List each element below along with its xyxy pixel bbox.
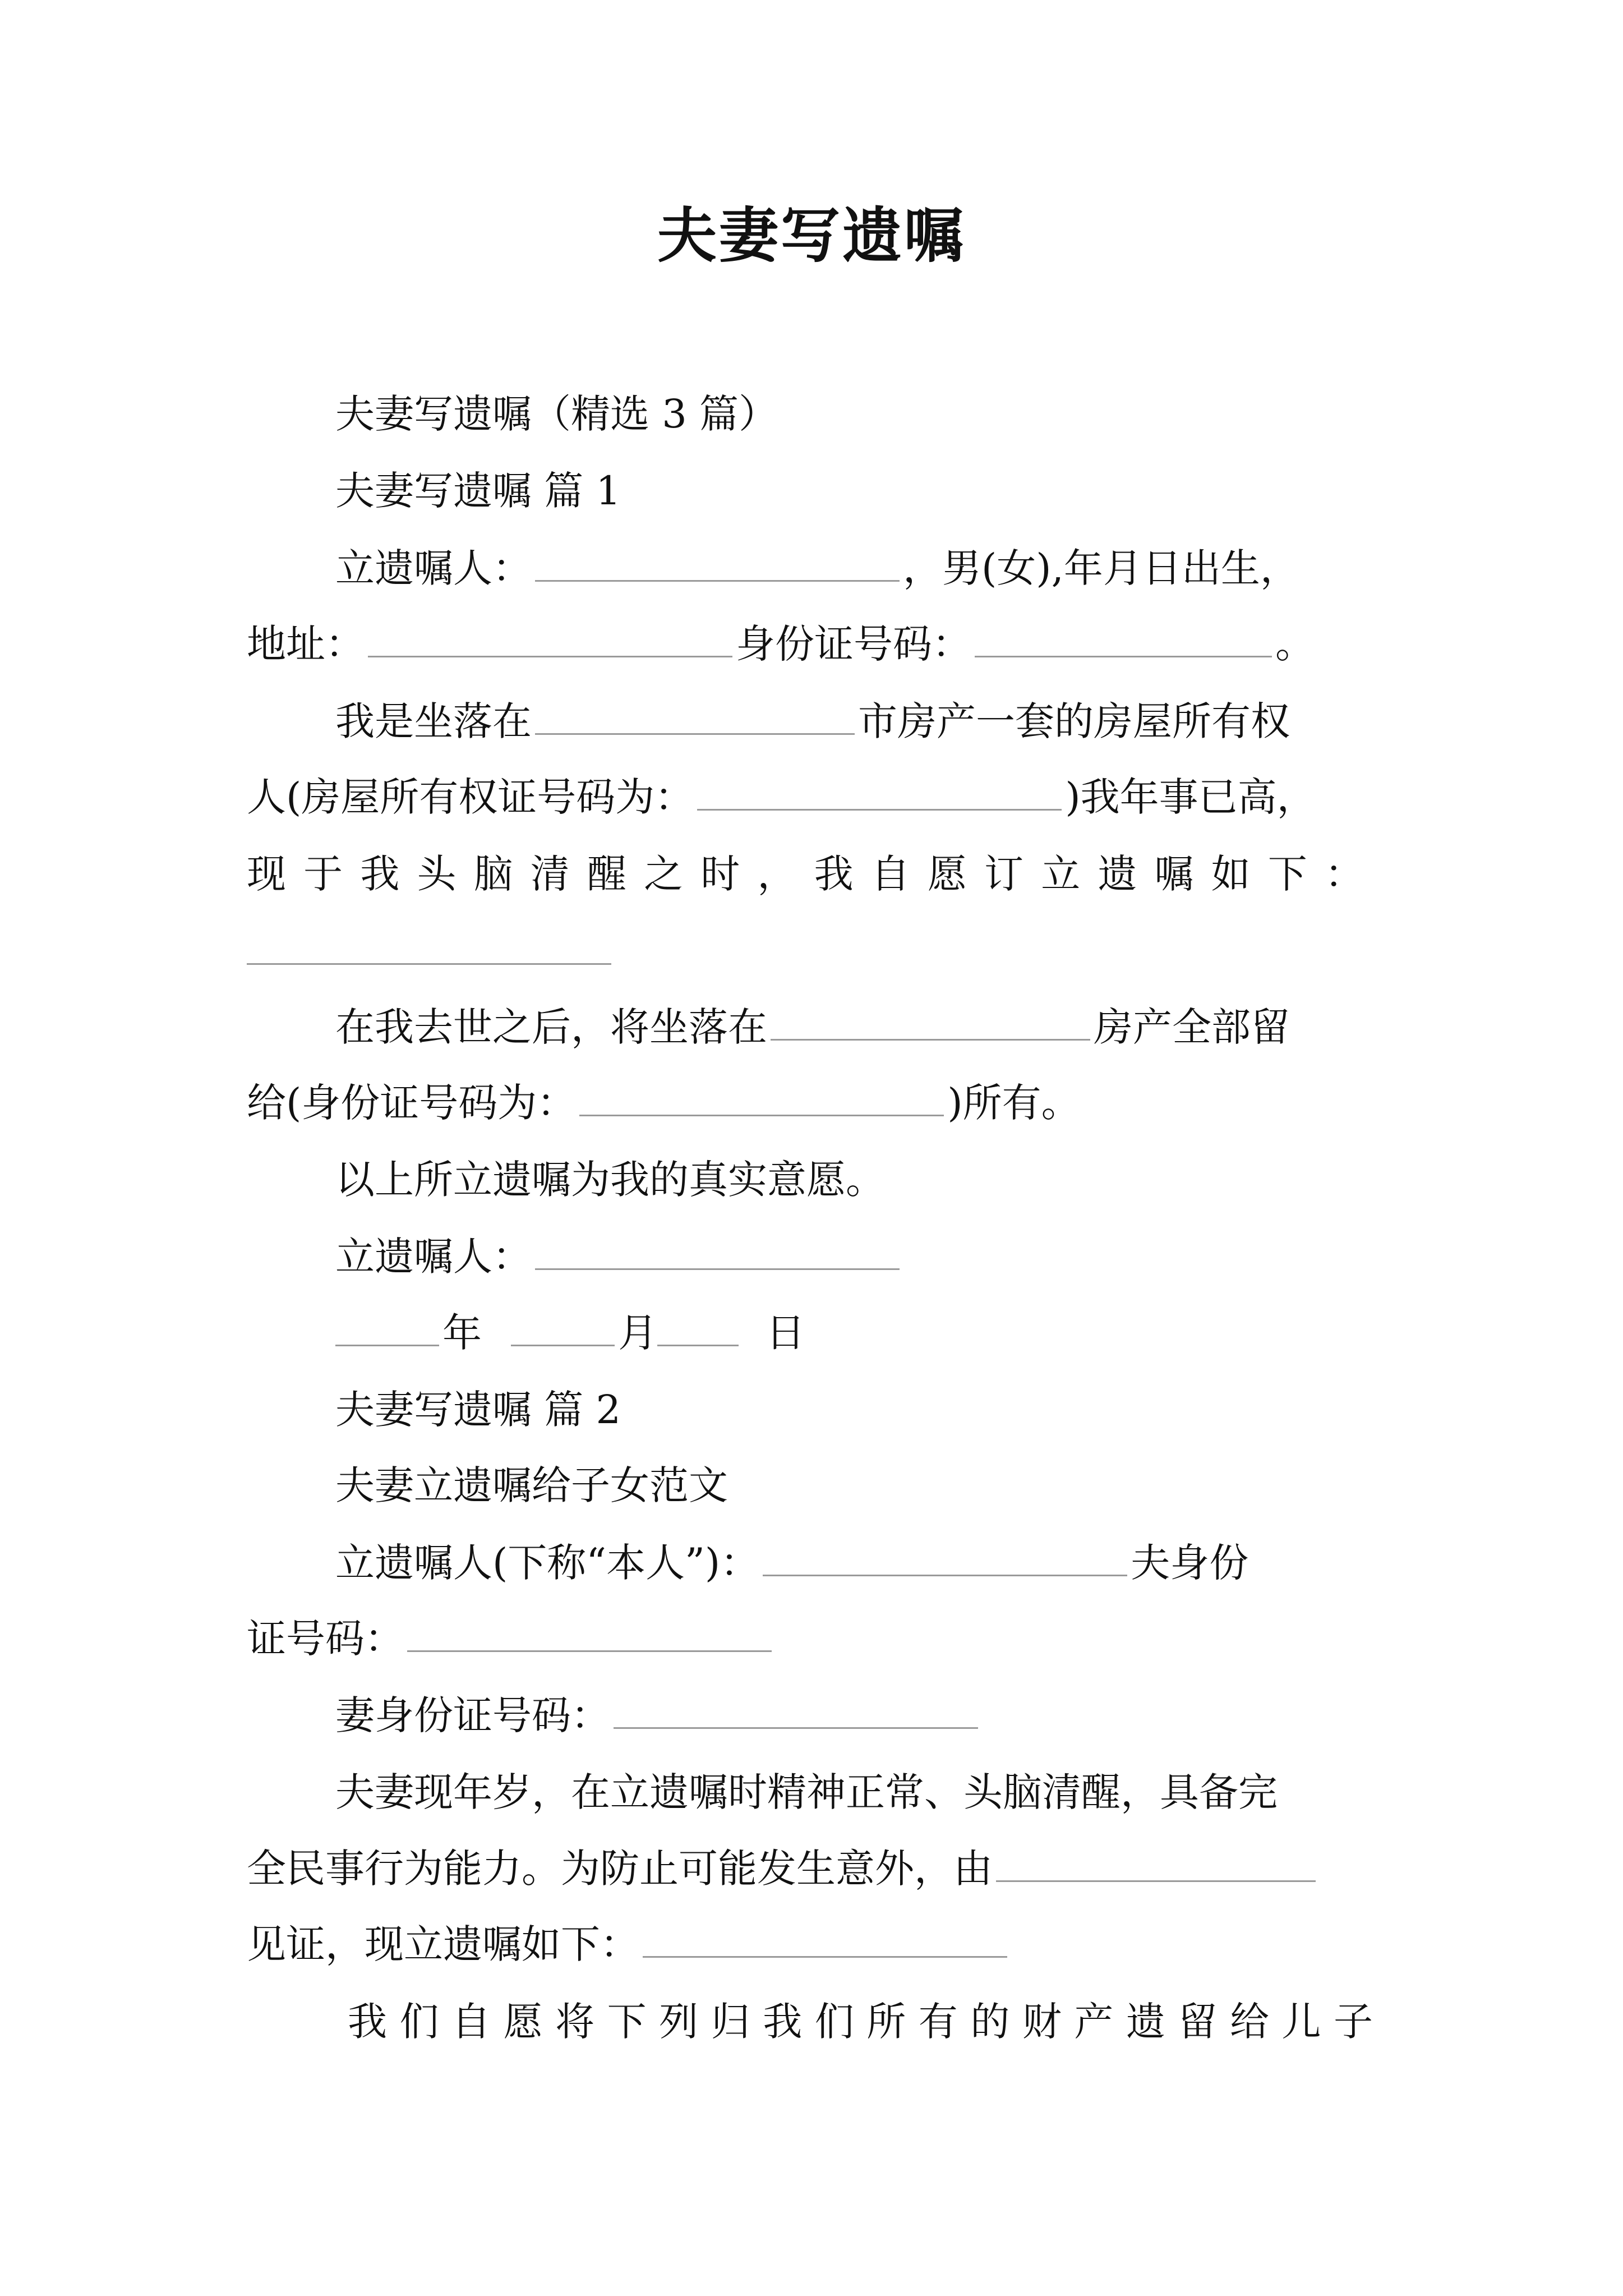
- text: 人(房屋所有权证号码为：: [247, 774, 694, 820]
- paragraph-line: 我们自愿将下列归我们所有的财产遗留给儿子: [348, 1999, 1380, 2045]
- paragraph-line: 夫妻立遗嘱给子女范文: [335, 1462, 728, 1508]
- paragraph-line: [247, 1842, 1319, 1895]
- paragraph-line: [335, 1000, 1290, 1054]
- blank-field: [407, 1617, 772, 1652]
- blank-field: [657, 1311, 739, 1346]
- text: 立遗嘱人(下称“本人”)：: [335, 1540, 760, 1586]
- text: 月: [618, 1310, 658, 1356]
- paragraph-line: [247, 924, 615, 978]
- text: 立遗嘱人：: [335, 1234, 532, 1280]
- text: 证号码：: [247, 1616, 404, 1662]
- text: 全民事行为能力。为防止可能发生意外，由: [247, 1846, 993, 1892]
- blank-field: [335, 1311, 439, 1346]
- text: )我年事已高，: [1065, 774, 1316, 820]
- date-line: [335, 1306, 805, 1360]
- blank-field: [368, 622, 732, 657]
- blank-field: [535, 546, 900, 582]
- text: ，男(女),年月日出生，: [903, 545, 1299, 591]
- paragraph-line: 现于我头脑清醒之时，我自愿订立遗嘱如下：: [247, 851, 1380, 897]
- paragraph-line: 夫妻现年岁，在立遗嘱时精神正常、头脑清醒，具备完: [335, 1769, 1278, 1815]
- text: 见证，现立遗嘱如下：: [247, 1921, 639, 1967]
- paragraph-line: [247, 1917, 1011, 1971]
- signature-line: [335, 1230, 903, 1283]
- section-heading-2: 夫妻写遗嘱 篇 2: [335, 1387, 621, 1433]
- text: 年: [442, 1310, 482, 1356]
- blank-field: [511, 1311, 615, 1346]
- text: )所有。: [947, 1080, 1081, 1126]
- paragraph-line: 以上所立遗嘱为我的真实意愿。: [335, 1157, 885, 1203]
- blank-field: [975, 622, 1272, 657]
- text: 身份证号码：: [736, 621, 971, 667]
- text: 市房产一套的房屋所有权: [858, 698, 1290, 744]
- paragraph-line: [335, 1688, 981, 1742]
- blank-field: [996, 1847, 1316, 1882]
- paragraph-line: [247, 770, 1316, 824]
- paragraph-line: [247, 1612, 775, 1665]
- blank-field: [643, 1922, 1007, 1958]
- text: 立遗嘱人：: [335, 545, 532, 591]
- subtitle: 夫妻写遗嘱（精选 3 篇）: [335, 391, 778, 437]
- paragraph-line: [335, 694, 1290, 748]
- text: 夫身份: [1131, 1540, 1249, 1586]
- paragraph-line: [247, 1076, 1081, 1130]
- blank-field: [247, 930, 611, 965]
- text: 在我去世之后，将坐落在: [335, 1004, 767, 1050]
- text: 地址：: [247, 621, 365, 667]
- text: 房产全部留: [1094, 1004, 1290, 1050]
- text: 妻身份证号码：: [335, 1692, 610, 1738]
- blank-field: [535, 700, 855, 735]
- paragraph-line: [247, 617, 1315, 671]
- document-title: 夫妻写遗嘱: [657, 200, 966, 270]
- text: 。: [1275, 621, 1315, 667]
- blank-field: [771, 1005, 1090, 1041]
- blank-field: [614, 1694, 978, 1729]
- paragraph-line: [335, 541, 1299, 595]
- paragraph-line: [335, 1536, 1248, 1590]
- blank-field: [535, 1235, 900, 1270]
- text: 我是坐落在: [335, 698, 532, 744]
- section-heading-1: 夫妻写遗嘱 篇 1: [335, 468, 621, 514]
- text: 日: [766, 1310, 805, 1356]
- blank-field: [763, 1541, 1127, 1576]
- text: 给(身份证号码为：: [247, 1080, 577, 1126]
- blank-field: [579, 1081, 944, 1116]
- blank-field: [697, 775, 1062, 811]
